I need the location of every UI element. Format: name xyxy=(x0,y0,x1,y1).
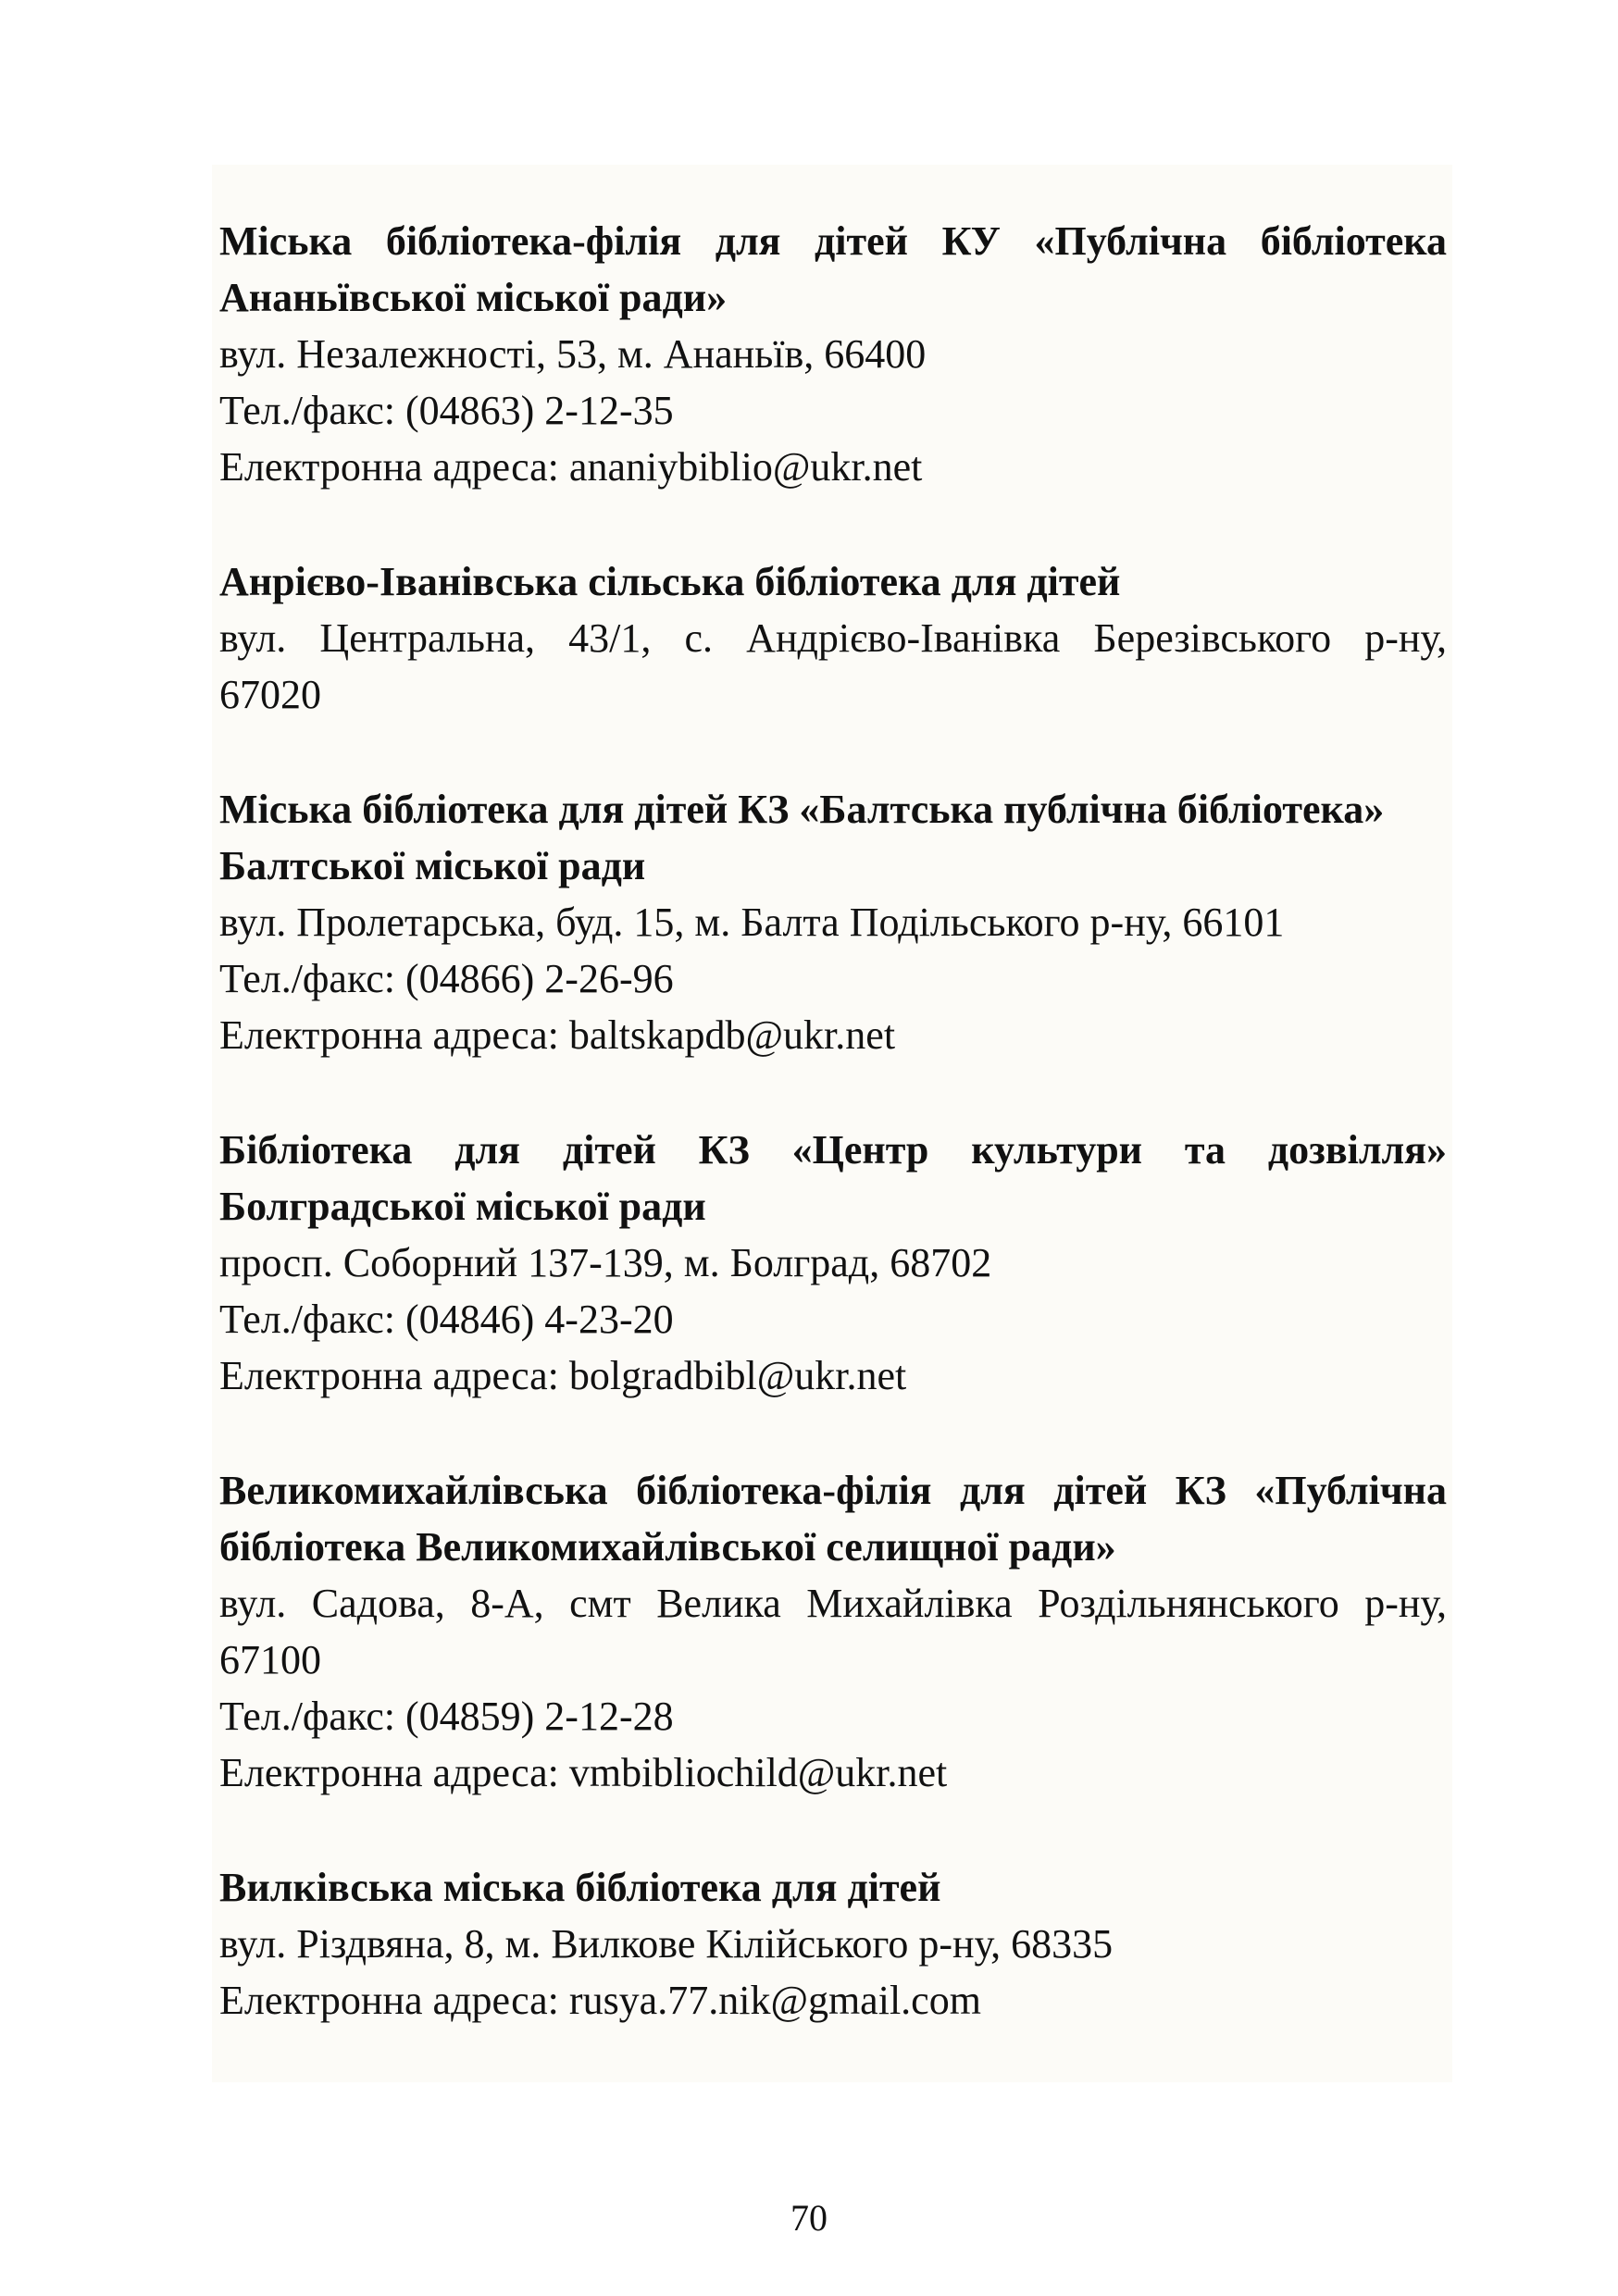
library-address: вул. Різдвяна, 8, м. Вилкове Кілійського р-ну, 68335 xyxy=(219,1921,1114,1967)
page-number: 70 xyxy=(790,2197,828,2239)
library-title: Міська бібліотека для дітей КЗ «Балтська публічна бібліотека» xyxy=(219,787,1385,832)
library-entry-bolhrad xyxy=(219,1122,1447,1404)
library-title: Болградської міської ради xyxy=(219,1184,706,1229)
library-entry-ananiv xyxy=(219,213,1447,495)
library-phone: Тел./факс: (04866) 2-26-96 xyxy=(219,956,674,1001)
library-title: Міська бібліотека-філія для дітей КУ «Публічна бібліотека xyxy=(219,218,1447,264)
library-entry-balta xyxy=(219,781,1447,1063)
library-phone: Тел./факс: (04859) 2-12-28 xyxy=(219,1694,674,1739)
library-address: вул. Садова, 8-А, смт Велика Михайлівка Роздільнянського р-ну, xyxy=(219,1581,1447,1626)
library-address: просп. Соборний 137-139, м. Болград, 68702 xyxy=(219,1240,992,1285)
library-title: Анрієво-Іванівська сільська бібліотека для дітей xyxy=(219,559,1121,604)
library-title: Великомихайлівська бібліотека-філія для дітей КЗ «Публічна xyxy=(219,1468,1447,1513)
library-list xyxy=(212,165,1452,2082)
library-title: бібліотека Великомихайлівської селищної ради» xyxy=(219,1524,1116,1570)
library-entry-vylkove xyxy=(219,1859,1447,2029)
library-phone: Тел./факс: (04863) 2-12-35 xyxy=(219,388,674,433)
library-address: вул. Пролетарська, буд. 15, м. Балта Подільського р-ну, 66101 xyxy=(219,900,1285,945)
library-title: Бібліотека для дітей КЗ «Центр культури та дозвілля» xyxy=(219,1127,1447,1173)
library-entry-velyka-mykhailivka xyxy=(219,1462,1447,1801)
library-email: Електронна адреса: vmbibliochild@ukr.net xyxy=(219,1750,948,1795)
library-title: Ананьївської міської ради» xyxy=(219,275,728,320)
library-address: вул. Центральна, 43/1, с. Андрієво-Іванівка Березівського р-ну, xyxy=(219,615,1447,661)
library-email: Електронна адреса: baltskapdb@ukr.net xyxy=(219,1012,896,1058)
library-address: 67100 xyxy=(219,1637,321,1682)
library-email: Електронна адреса: bolgradbibl@ukr.net xyxy=(219,1353,907,1398)
library-entry-andriievo-ivanivka xyxy=(219,553,1447,723)
library-title: Балтської міської ради xyxy=(219,843,646,888)
library-email: Електронна адреса: rusya.77.nik@gmail.com xyxy=(219,1978,981,2023)
library-title: Вилківська міська бібліотека для дітей xyxy=(219,1865,941,1910)
library-address: вул. Незалежності, 53, м. Ананьїв, 66400 xyxy=(219,331,927,377)
library-address: 67020 xyxy=(219,672,321,717)
library-email: Електронна адреса: ananiybiblio@ukr.net xyxy=(219,444,923,490)
library-phone: Тел./факс: (04846) 4-23-20 xyxy=(219,1297,674,1342)
